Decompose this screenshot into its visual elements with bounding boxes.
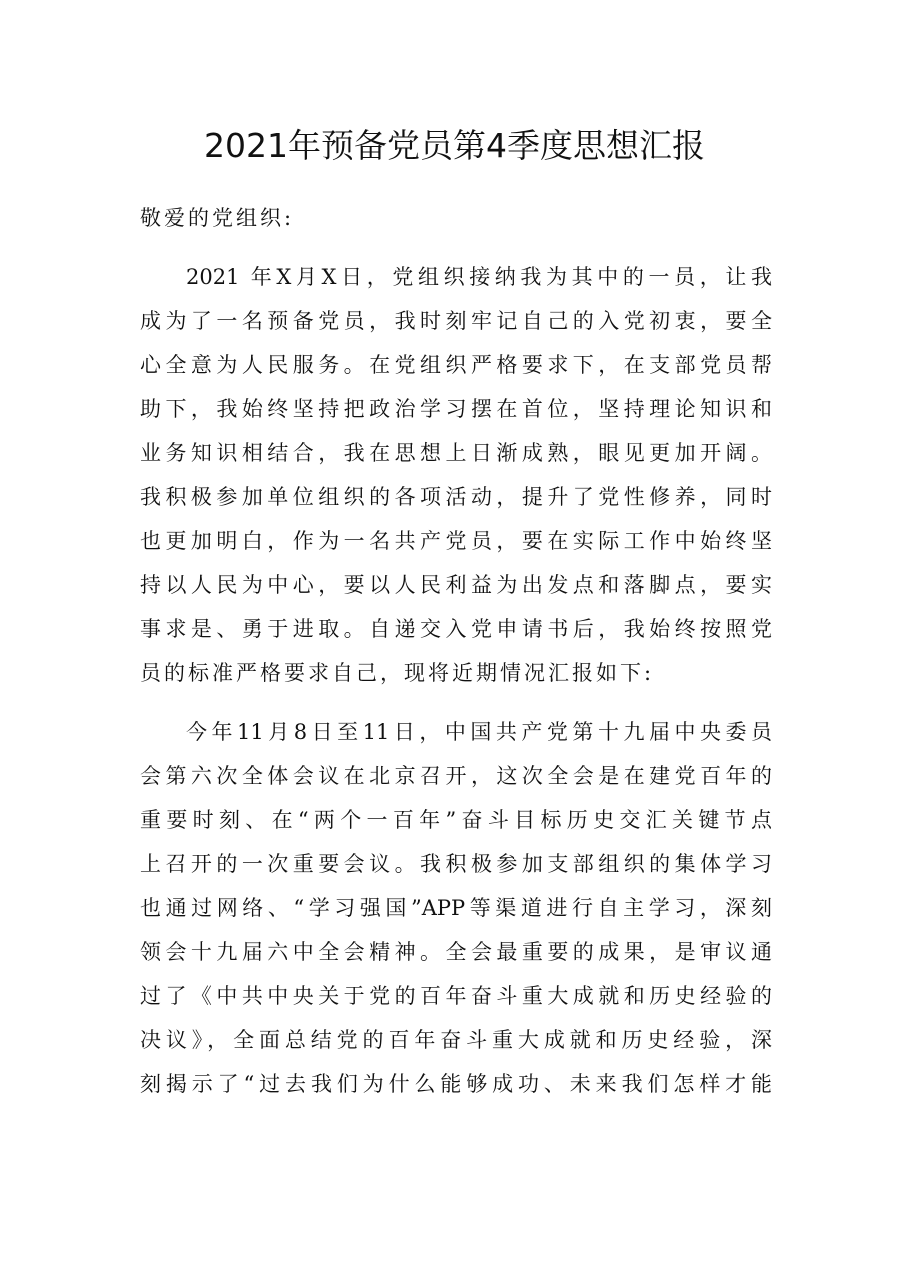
paragraph-line: 也更加明白，作为一名共产党员，要在实际工作中始终坚 (140, 529, 772, 553)
paragraph-line: 持以人民为中心，要以人民利益为出发点和落脚点，要实 (140, 573, 772, 597)
paragraph-line: 事求是、勇于进取。自递交入党申请书后，我始终按照党 (140, 617, 772, 641)
paragraph-line: 员的标准严格要求自己，现将近期情况汇报如下: (140, 661, 655, 685)
paragraph-line: 上召开的一次重要会议。我积极参加支部组织的集体学习 (140, 852, 772, 876)
paragraph-line: 会第六次全体会议在北京召开，这次全会是在建党百年的 (140, 764, 772, 788)
paragraph-1 (140, 255, 772, 695)
paragraph-line: 心全意为人民服务。在党组织严格要求下，在支部党员帮 (140, 353, 772, 377)
paragraph-line: 刻揭示了“过去我们为什么能够成功、未来我们怎样才能 (140, 1072, 772, 1096)
paragraph-line: 我积极参加单位组织的各项活动，提升了党性修养，同时 (140, 485, 772, 509)
paragraph-line: 也通过网络、“学习强国”APP等渠道进行自主学习，深刻 (140, 896, 772, 920)
paragraph-line: 重要时刻、在“两个一百年”奋斗目标历史交汇关键节点 (140, 808, 772, 832)
paragraph-line: 今年11月8日至11日，中国共产党第十九届中央委员 (186, 720, 772, 744)
salutation: 敬爱的党组织: (140, 206, 295, 230)
paragraph-2 (140, 710, 772, 1106)
paragraph-line: 助下，我始终坚持把政治学习摆在首位，坚持理论知识和 (140, 397, 772, 421)
paragraph-line: 领会十九届六中全会精神。全会最重要的成果，是审议通 (140, 940, 772, 964)
paragraph-line: 过了《中共中央关于党的百年奋斗重大成就和历史经验的 (140, 984, 772, 1008)
paragraph-line: 业务知识相结合，我在思想上日渐成熟，眼见更加开阔。 (140, 441, 772, 465)
paragraph-line: 决议》，全面总结党的百年奋斗重大成就和历史经验，深 (140, 1028, 772, 1052)
paragraph-line: 2021 年X月X日，党组织接纳我为其中的一员，让我 (186, 265, 772, 289)
document-body (140, 196, 772, 1106)
document-title: 2021年预备党员第4季度思想汇报 (204, 126, 705, 165)
paragraph-line: 成为了一名预备党员，我时刻牢记自己的入党初衷，要全 (140, 309, 772, 333)
